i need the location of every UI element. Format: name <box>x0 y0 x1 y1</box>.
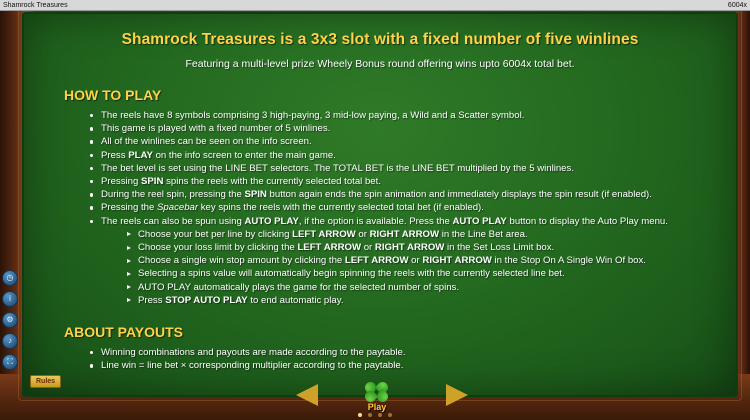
list-item: Pressing the Spacebar key spins the reels with the currently selected total bet (if enabled). <box>90 201 718 214</box>
play-button[interactable] <box>350 372 404 412</box>
play-button-label: Play <box>367 402 387 412</box>
list-item: This game is played with a fixed number of 5 winlines. <box>90 122 718 135</box>
page-dot[interactable] <box>388 413 392 417</box>
about-payouts-list <box>90 346 718 372</box>
list-item: The reels can also be spun using AUTO PLAY, if the option is available. Press the AUTO PLAY button to display the Auto Play menu. Choose your bet per line by clicking LEFT ARROW or RIGHT ARROW in the Line Bet area. Choose your loss limit by clicking the LEFT ARROW or RIGHT ARROW in the Set Loss Limit box. Choose a single win stop amount by clicking the LEFT ARROW or RIGHT ARROW in the Stop On A Single Win Of box. Selecting a spins value will automatically begin spinning the reels with the currently selected line bet. AUTO PLAY automatically plays the game for the selected number of spins. Press STOP AUTO PLAY to end automatic play. <box>90 215 718 307</box>
page-dot[interactable] <box>368 413 372 417</box>
list-item: AUTO PLAY automatically plays the game for the selected number of spins. <box>127 281 718 294</box>
page-dot[interactable] <box>378 413 382 417</box>
list-item: Line win = line bet × corresponding multiplier according to the paytable. <box>90 359 718 372</box>
gear-icon[interactable]: ⚙ <box>2 312 18 328</box>
info-icon[interactable]: i <box>2 291 18 307</box>
list-item: The reels have 8 symbols comprising 3 high-paying, 3 mid-low paying, a Wild and a Scatter symbol. <box>90 109 718 122</box>
list-item: All of the winlines can be seen on the info screen. <box>90 135 718 148</box>
list-item: Press STOP AUTO PLAY to end automatic play. <box>127 294 718 307</box>
list-item: Choose your loss limit by clicking the LEFT ARROW or RIGHT ARROW in the Set Loss Limit box. <box>127 241 718 254</box>
sound-icon[interactable]: ♪ <box>2 333 18 349</box>
section-title-about-payouts: ABOUT PAYOUTS <box>64 324 184 341</box>
clover-icon <box>364 382 390 404</box>
left-arrow-icon[interactable] <box>296 384 318 406</box>
list-item: Choose a single win stop amount by clicking the LEFT ARROW or RIGHT ARROW in the Stop On A Single Win Of box. <box>127 254 718 267</box>
how-to-play-list <box>90 109 718 307</box>
page-title: Shamrock Treasures is a 3x3 slot with a fixed number of five winlines <box>121 31 639 48</box>
right-arrow-icon[interactable] <box>446 384 468 406</box>
fullscreen-icon[interactable]: ⛶ <box>2 354 18 370</box>
scene-right-edge <box>736 0 750 420</box>
list-item: The bet level is set using the LINE BET selectors. The TOTAL BET is the LINE BET multiplied by the 5 winlines. <box>90 162 718 175</box>
page-dots <box>0 413 750 417</box>
rules-button[interactable]: Rules <box>30 375 61 388</box>
list-item: Choose your bet per line by clicking LEFT ARROW or RIGHT ARROW in the Line Bet area. <box>127 228 718 241</box>
window-title: Shamrock Treasures <box>3 1 68 9</box>
section-title-how-to-play: HOW TO PLAY <box>64 87 162 103</box>
list-item: Pressing SPIN spins the reels with the currently selected total bet. <box>90 175 718 188</box>
page-dot[interactable] <box>358 413 362 417</box>
side-toolbar <box>2 270 20 370</box>
list-item: Selecting a spins value will automatically begin spinning the reels with the currently selected line bet. <box>127 267 718 280</box>
clock-icon[interactable]: ◷ <box>2 270 18 286</box>
list-item: During the reel spin, pressing the SPIN button again ends the spin animation and immediately displays the spin result (if enabled). <box>90 188 718 201</box>
browser-title-bar <box>0 0 750 11</box>
info-panel <box>22 12 738 397</box>
auto-play-sublist <box>127 228 718 307</box>
window-right-label: 6004x <box>727 1 747 9</box>
list-item: Press PLAY on the info screen to enter the main game. <box>90 149 718 162</box>
page-subtitle: Featuring a multi-level prize Wheely Bonus round offering wins upto 6004x total bet. <box>185 58 575 70</box>
list-item: Winning combinations and payouts are made according to the paytable. <box>90 346 718 359</box>
